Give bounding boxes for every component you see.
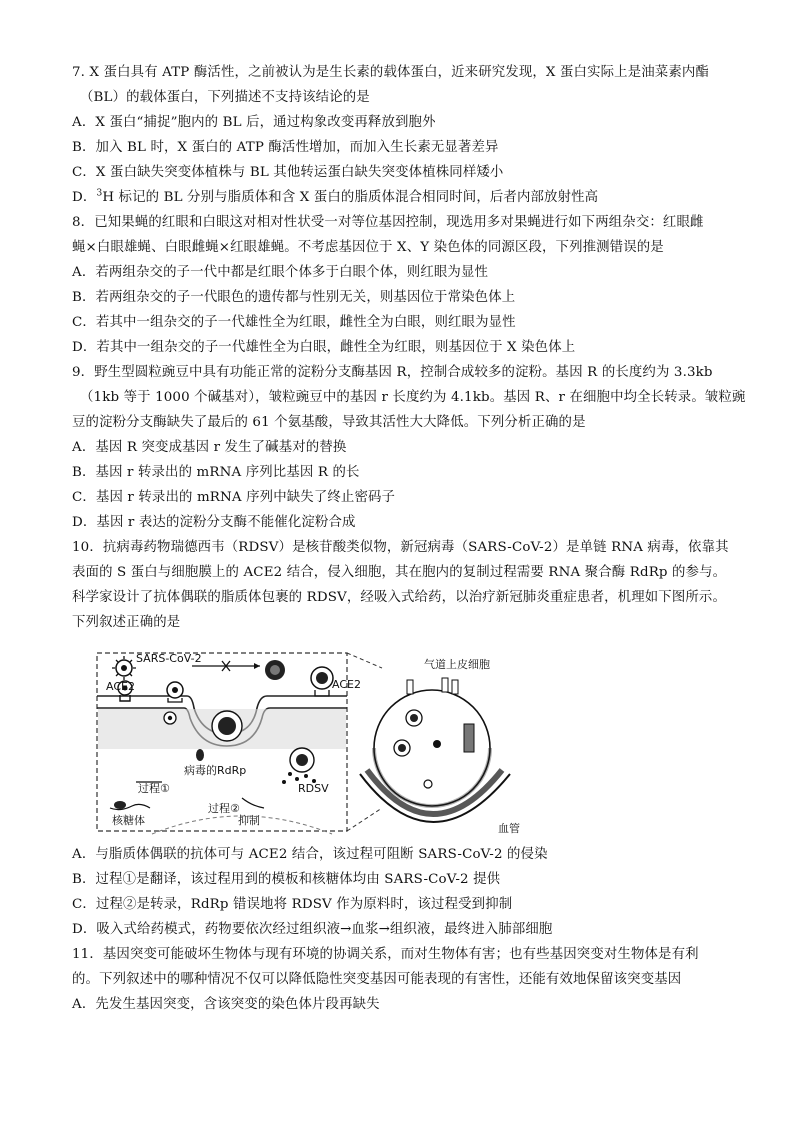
label-ace2-left: ACE2 bbox=[106, 680, 135, 693]
q8-option-d: D．若其中一组杂交的子一代雄性全为白眼，雌性全为红眼，则基因位于 X 染色体上 bbox=[72, 340, 576, 355]
q9-option-d: D．基因 r 表达的淀粉分支酶不能催化淀粉合成 bbox=[72, 515, 356, 530]
q10-option-c: C．过程②是转录，RdRp 错误地将 RDSV 作为原料时，该过程受到抑制 bbox=[72, 897, 513, 912]
rdrp-icon bbox=[196, 749, 204, 761]
q10-option-d: D．吸入式给药模式，药物要依次经过组织液→血浆→组织液，最终进入肺部细胞 bbox=[72, 922, 553, 937]
q10-option-b: B．过程①是翻译，该过程用到的模板和核糖体均由 SARS-CoV-2 提供 bbox=[72, 872, 501, 887]
label-airway-epithelial-cell: 气道上皮细胞 bbox=[424, 658, 490, 671]
q7-option-d bbox=[72, 189, 752, 207]
q9-option-b: B．基因 r 转录出的 mRNA 序列比基因 R 的长 bbox=[72, 465, 360, 480]
q9-stem-line-1: 9．野生型圆粒豌豆中具有功能正常的淀粉分支酶基因 R，控制合成较多的淀粉。基因 R 的长度约为 3.3kb bbox=[72, 365, 713, 380]
label-process-1: 过程① bbox=[138, 782, 170, 795]
q9-option-a: A．基因 R 突变成基因 r 发生了碱基对的替换 bbox=[72, 440, 347, 455]
label-inhibit: 抑制 bbox=[238, 814, 260, 827]
q7-stem-line-1: 7. X 蛋白具有 ATP 酶活性，之前被认为是生长素的载体蛋白，近来研究发现，X 蛋白实际上是油菜素内酯 bbox=[72, 65, 709, 80]
q8-stem-line-2: 蝇×白眼雄蝇、白眼雌蝇×红眼雄蝇。不考虑基因位于 X、Y 染色体的同源区段，下列推测错误的是 bbox=[72, 240, 664, 255]
label-blood-vessel: 血管 bbox=[498, 822, 520, 835]
q7-option-b: B．加入 BL 时，X 蛋白的 ATP 酶活性增加，而加入生长素无显著差异 bbox=[72, 140, 499, 155]
q11-option-a: A．先发生基因突变，含该突变的染色体片段再缺失 bbox=[72, 997, 380, 1012]
endosome-icon bbox=[212, 711, 242, 741]
q9-option-c: C．基因 r 转录出的 mRNA 序列中缺失了终止密码子 bbox=[72, 490, 396, 505]
inhibit-arrow bbox=[242, 798, 264, 808]
q7-option-c: C．X 蛋白缺失突变体植株与 BL 其他转运蛋白缺失突变体植株同样矮小 bbox=[72, 165, 504, 180]
q11-stem-line-1: 11．基因突变可能破坏生物体与现有环境的协调关系，而对生物体有害；也有些基因突变对生物体是有利 bbox=[72, 947, 699, 962]
label-ribosome: 核糖体 bbox=[112, 814, 145, 827]
label-sars-cov-2: SARS-CoV-2 bbox=[136, 652, 202, 665]
liposome-bound-icon bbox=[311, 667, 333, 696]
q10-stem-line-4: 下列叙述正确的是 bbox=[72, 615, 181, 630]
label-process-2: 过程② bbox=[208, 802, 240, 815]
q7-option-d-superscript: 3 bbox=[96, 188, 103, 199]
q11-stem-line-2: 的。下列叙述中的哪种情况不仅可以降低隐性突变基因可能表现的有害性，还能有效地保留该突变基因 bbox=[72, 972, 682, 987]
virus-rna-icon bbox=[164, 712, 176, 724]
q7-option-a: A．X 蛋白“捕捉”胞内的 BL 后，通过构象改变再释放到胞外 bbox=[72, 115, 436, 130]
virus-particle-icon bbox=[112, 656, 136, 680]
virus-entering-icon bbox=[167, 682, 183, 702]
q10-stem-line-1: 10．抗病毒药物瑞德西韦（RDSV）是核苷酸类似物，新冠病毒（SARS-CoV-2）是单链 RNA 病毒，依靠其 bbox=[72, 540, 729, 555]
q9-stem-line-2: （1kb 等于 1000 个碱基对），皱粒豌豆中的基因 r 长度约为 4.1kb。基因 R、r 在细胞中均全长转录。皱粒豌 bbox=[80, 390, 746, 405]
q7-option-d-prefix: D． bbox=[72, 190, 97, 205]
q10-option-a: A．与脂质体偶联的抗体可与 ACE2 结合，该过程可阻断 SARS-CoV-2 的侵染 bbox=[72, 847, 548, 862]
label-viral-rdrp: 病毒的RdRp bbox=[184, 764, 247, 777]
q7-option-d-text: H 标记的 BL 分别与脂质体和含 X 蛋白的脂质体混合相同时间，后者内部放射性高 bbox=[102, 190, 599, 205]
label-ace2-right: ACE2 bbox=[332, 678, 361, 691]
q10-stem-line-3: 科学家设计了抗体偶联的脂质体包裹的 RDSV，经吸入式给药，以治疗新冠肺炎重症患者，机理如下图所示。 bbox=[72, 590, 726, 605]
q8-option-b: B．若两组杂交的子一代眼色的遗传都与性别无关，则基因位于常染色体上 bbox=[72, 290, 516, 305]
label-rdsv: RDSV bbox=[298, 782, 329, 795]
rdsv-release-icon bbox=[282, 748, 316, 784]
ribosome-icon bbox=[110, 801, 150, 810]
q7-stem-line-2: （BL）的载体蛋白，下列描述不支持该结论的是 bbox=[80, 90, 370, 105]
mechanism-diagram bbox=[92, 648, 562, 838]
q8-option-c: C．若其中一组杂交的子一代雄性全为红眼，雌性全为白眼，则红眼为显性 bbox=[72, 315, 516, 330]
airway-cell-drawing bbox=[360, 678, 510, 822]
q8-option-a: A．若两组杂交的子一代中都是红眼个体多于白眼个体，则红眼为显性 bbox=[72, 265, 489, 280]
q8-stem-line-1: 8．已知果蝇的红眼和白眼这对相对性状受一对等位基因控制，现选用多对果蝇进行如下两组杂交：红眼雌 bbox=[72, 215, 704, 230]
mechanism-figure bbox=[92, 648, 562, 838]
q9-stem-line-3: 豆的淀粉分支酶缺失了最后的 61 个氨基酸，导致其活性大大降低。下列分析正确的是 bbox=[72, 415, 586, 430]
q10-stem-line-2: 表面的 S 蛋白与细胞膜上的 ACE2 结合，侵入细胞，其在胞内的复制过程需要 RNA 聚合酶 RdRp 的参与。 bbox=[72, 565, 727, 580]
liposome-icon bbox=[265, 660, 285, 680]
